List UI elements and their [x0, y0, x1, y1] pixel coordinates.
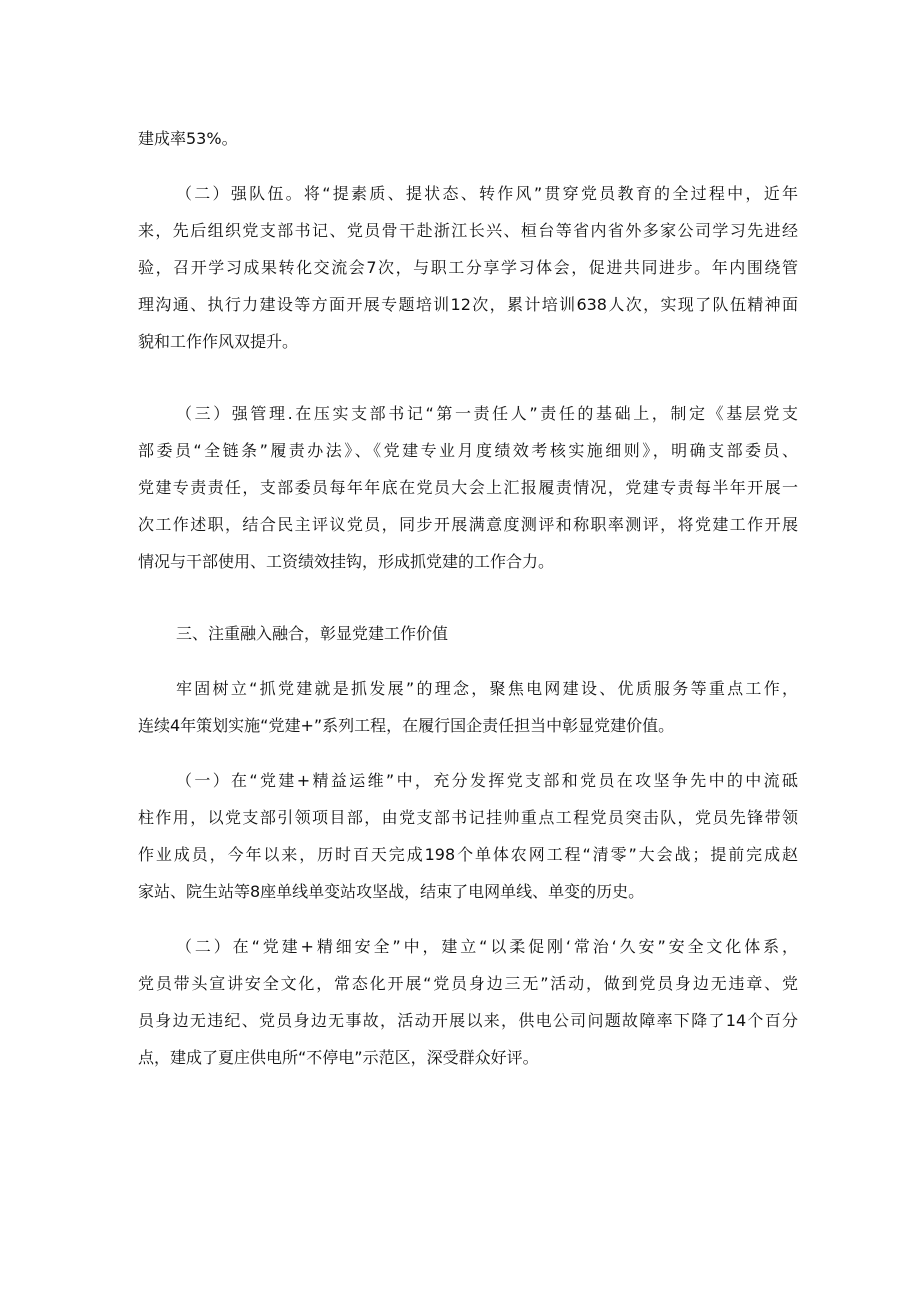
text-line: 员身边无违纪、党员身边无事故，活动开展以来，供电公司问题故障率下降了14个百分 [138, 1011, 798, 1030]
text-line: 貌和工作作风双提升。 [138, 332, 299, 351]
text-line: 部委员“全链条”履责办法》、《党建专业月度绩效考核实施细则》，明确支部委员、 [138, 441, 798, 460]
paragraph-heading-line: （一）在“党建+精益运维”中，充分发挥党支部和党员在攻坚争先中的中流砥 [176, 771, 798, 790]
text-line: 情况与干部使用、工资绩效挂钩，形成抓党建的工作合力。 [138, 552, 555, 571]
text-line: 党员带头宣讲安全文化，常态化开展“党员身边三无”活动，做到党员身边无违章、党 [138, 974, 798, 993]
section-heading: 三、注重融入融合，彰显党建工作价值 [176, 624, 449, 643]
text-line: 柱作用，以党支部引领项目部，由党支部书记挂帅重点工程党员突击队，党员先锋带领 [138, 808, 798, 827]
text-line: 连续4年策划实施“党建+”系列工程，在履行国企责任担当中彰显党建价值。 [138, 716, 675, 735]
text-line: 家站、院生站等8座单线单变站攻坚战，结束了电网单线、单变的历史。 [138, 882, 645, 901]
paragraph-heading-line: （二）强队伍。将“提素质、提状态、转作风”贯穿党员教育的全过程中，近年 [176, 184, 798, 203]
text-line: 建成率53%。 [138, 129, 238, 148]
text-line: 党建专责责任，支部委员每年年底在党员大会上汇报履责情况，党建专责每半年开展一 [138, 478, 798, 497]
text-line: 理沟通、执行力建设等方面开展专题培训12次，累计培训638人次，实现了队伍精神面 [138, 295, 798, 314]
paragraph-heading-line: （二）在“党建+精细安全”中，建立“以柔促刚‘常治‘久安”安全文化体系， [176, 937, 798, 956]
text-line: 来，先后组织党支部书记、党员骨干赴浙江长兴、桓台等省内省外多家公司学习先进经 [138, 221, 798, 240]
paragraph-heading-line: （三）强管理.在压实支部书记“第一责任人”责任的基础上，制定《基层党支 [176, 404, 798, 423]
text-line: 验，召开学习成果转化交流会7次，与职工分享学习体会，促进共同进步。年内围绕管 [138, 258, 798, 277]
text-line: 点，建成了夏庄供电所“不停电”示范区，深受群众好评。 [138, 1048, 539, 1067]
text-line: 次工作述职，结合民主评议党员，同步开展满意度测评和称职率测评，将党建工作开展 [138, 515, 798, 534]
paragraph-heading-line: 牢固树立“抓党建就是抓发展”的理念，聚焦电网建设、优质服务等重点工作， [176, 679, 798, 698]
text-line: 作业成员，今年以来，历时百天完成198个单体农网工程“清零”大会战；提前完成赵 [138, 845, 798, 864]
